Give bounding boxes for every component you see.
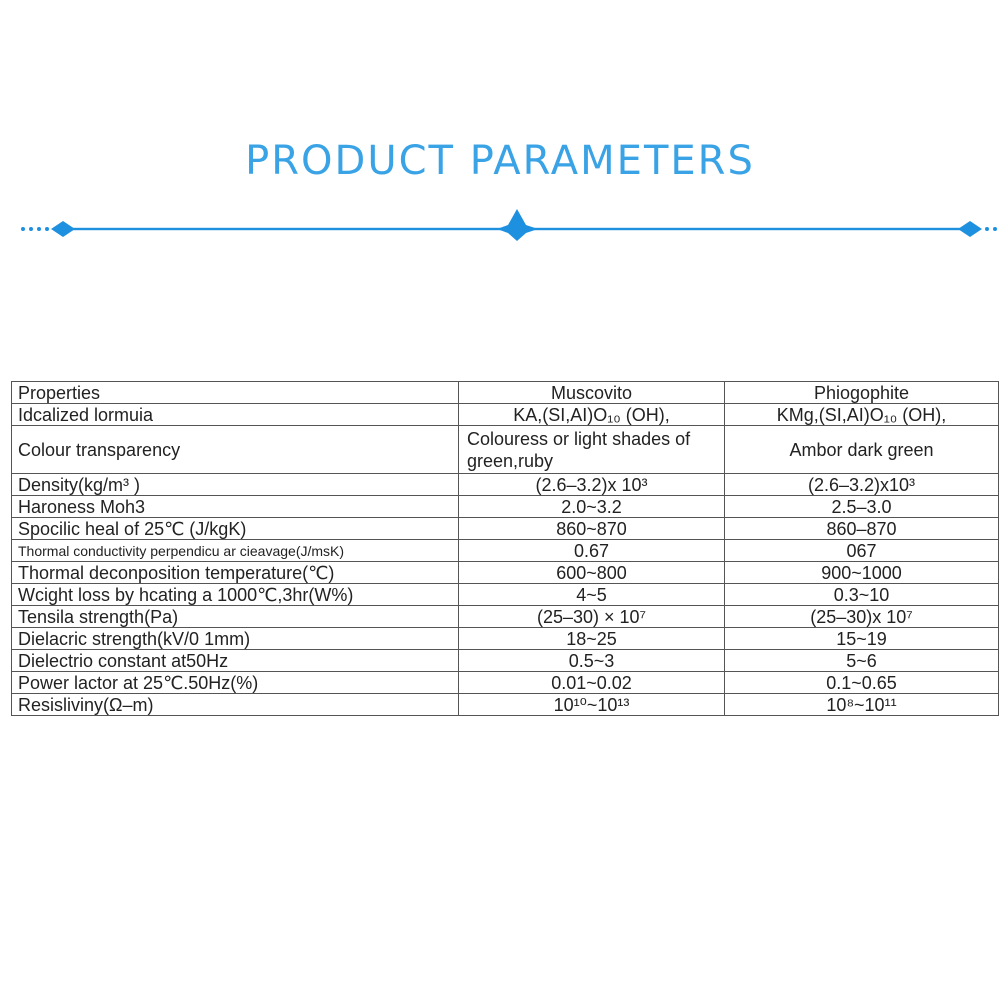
property-cell: Spocilic heal of 25℃ (J/kgK) <box>12 518 459 540</box>
muscovite-cell: 2.0~3.2 <box>459 496 725 518</box>
phlogopite-cell: (25–30)x 10⁷ <box>725 606 999 628</box>
property-cell: Wcight loss by hcating a 1000℃,3hr(W%) <box>12 584 459 606</box>
property-cell: Dielacric strength(kV/0 1mm) <box>12 628 459 650</box>
table-row <box>12 562 999 584</box>
phlogopite-cell: 5~6 <box>725 650 999 672</box>
table-row <box>12 650 999 672</box>
table-row <box>12 694 999 716</box>
table-row <box>12 426 999 474</box>
title-divider <box>0 200 1000 260</box>
page-title: PRODUCT PARAMETERS <box>245 138 755 184</box>
property-cell: Resisliviny(Ω–m) <box>12 694 459 716</box>
property-cell: Density(kg/m³ ) <box>12 474 459 496</box>
table-header-row <box>12 382 999 404</box>
muscovite-cell: KA,(SI,AI)O₁₀ (OH), <box>459 404 725 426</box>
phlogopite-cell: (2.6–3.2)x10³ <box>725 474 999 496</box>
table-row <box>12 584 999 606</box>
muscovite-cell: (2.6–3.2)x 10³ <box>459 474 725 496</box>
header-muscovite: Muscovito <box>459 382 725 404</box>
muscovite-cell: 860~870 <box>459 518 725 540</box>
table-row <box>12 474 999 496</box>
muscovite-cell: 0.5~3 <box>459 650 725 672</box>
property-cell: Power lactor at 25℃.50Hz(%) <box>12 672 459 694</box>
property-cell: Thormal deconposition temperature(℃) <box>12 562 459 584</box>
muscovite-cell: (25–30) × 10⁷ <box>459 606 725 628</box>
header-properties: Properties <box>12 382 459 404</box>
muscovite-cell: 10¹⁰~10¹³ <box>459 694 725 716</box>
muscovite-cell: 18~25 <box>459 628 725 650</box>
muscovite-cell: 0.01~0.02 <box>459 672 725 694</box>
property-cell: Thormal conductivity perpendicu ar cieavage(J/msK) <box>12 540 459 562</box>
table-row <box>12 606 999 628</box>
phlogopite-cell: 0.3~10 <box>725 584 999 606</box>
phlogopite-cell: 15~19 <box>725 628 999 650</box>
property-cell: Tensila strength(Pa) <box>12 606 459 628</box>
table-row <box>12 628 999 650</box>
table-row <box>12 496 999 518</box>
muscovite-cell: Colouress or light shades of green,ruby <box>459 426 725 474</box>
phlogopite-cell: 10⁸~10¹¹ <box>725 694 999 716</box>
parameters-table <box>11 381 999 716</box>
table-row <box>12 404 999 426</box>
property-cell: Colour transparency <box>12 426 459 474</box>
property-cell: Haroness Moh3 <box>12 496 459 518</box>
table-row <box>12 540 999 562</box>
phlogopite-cell: 067 <box>725 540 999 562</box>
muscovite-cell: 4~5 <box>459 584 725 606</box>
muscovite-cell: 0.67 <box>459 540 725 562</box>
phlogopite-cell: 0.1~0.65 <box>725 672 999 694</box>
table-row <box>12 518 999 540</box>
phlogopite-cell: 860–870 <box>725 518 999 540</box>
table-row <box>12 672 999 694</box>
property-cell: Idcalized lormuia <box>12 404 459 426</box>
property-cell: Dielectrio constant at50Hz <box>12 650 459 672</box>
phlogopite-cell: 2.5–3.0 <box>725 496 999 518</box>
phlogopite-cell: Ambor dark green <box>725 426 999 474</box>
phlogopite-cell: KMg,(SI,AI)O₁₀ (OH), <box>725 404 999 426</box>
muscovite-cell: 600~800 <box>459 562 725 584</box>
phlogopite-cell: 900~1000 <box>725 562 999 584</box>
header-phlogopite: Phiogophite <box>725 382 999 404</box>
